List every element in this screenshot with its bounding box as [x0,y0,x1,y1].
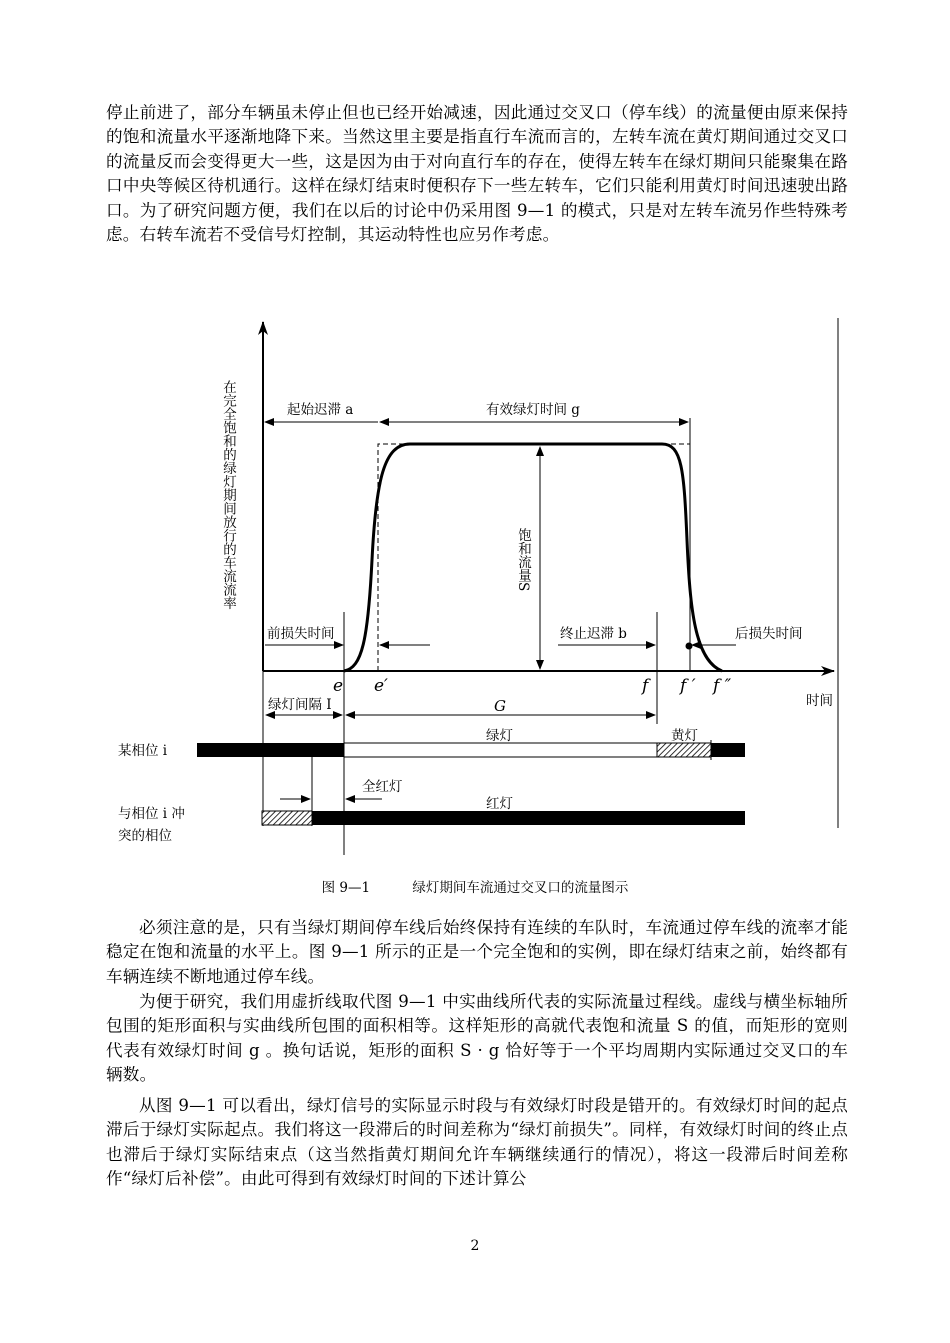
yellow-light-label: 黄灯 [671,728,698,744]
f-prime-dot [686,643,693,650]
y-axis-label: 在完全饱和的绿灯期间放行的车流流率 [220,380,236,610]
red-light-label: 红灯 [486,796,513,812]
phase-i-red-bar-2 [711,743,745,757]
saturation-flow-label: 饱和流量S [515,528,531,592]
point-f-dprime: f ″ [713,676,732,696]
conflict-phase-label-2: 突的相位 [118,828,172,844]
flow-curve [344,444,722,671]
all-red-label: 全红灯 [362,779,403,795]
caption-text: 绿灯期间车流通过交叉口的流量图示 [412,880,629,896]
green-interval-label: 绿灯间隔 I [268,697,332,713]
conflict-phase-label-1: 与相位 i 冲 [118,806,185,822]
green-light-label: 绿灯 [486,728,513,744]
point-f: f [642,676,649,696]
phase-i-label: 某相位 i [118,743,168,759]
rear-loss-label: 后损失时间 [735,626,803,642]
figure-caption [0,876,950,896]
caption-number: 图 9—1 [321,880,371,896]
point-e: e [333,676,344,696]
point-f-prime: f ′ [680,676,696,696]
G-label: G [494,697,506,715]
x-axis-label: 时间 [806,693,833,709]
point-e-prime: e′ [374,676,388,696]
page-number: 2 [470,1238,480,1254]
front-loss-label: 前损失时间 [267,626,335,642]
paragraph-4: 从图 9—1 可以看出，绿灯信号的实际显示时段与有效绿灯时段是错开的。有效绿灯时间的起点滞后于绿灯实际起点。我们将这一段滞后的时间差称为“绿灯前损失”。同样，有效绿灯时间的终止点也滞后于绿灯实际结束点（这当然指黄灯期间允许车辆继续通行的情况），将这一段滞后时间差称作“绿灯后补偿”。由此可得到有效绿灯时间的下述计算公 [106,1096,848,1189]
paragraph-2: 必须注意的是，只有当绿灯期间停车线后始终保持有连续的车队时，车流通过停车线的流率才能稳定在饱和流量的水平上。图 9—1 所示的正是一个完全饱和的实例，即在绿灯结束之前，始终都有车辆连续不断地通过停车线。 [106,918,848,986]
conflict-yellow-bar [262,811,312,825]
paragraph-1: 停止前进了，部分车辆虽未停止但也已经开始减速，因此通过交叉口（停车线）的流量便由原来保持的饱和流量水平逐渐地降下来。当然这里主要是指直行车流而言的，左转车流在黄灯期间通过交叉口的流量反而会变得更大一些，这是因为由于对向直行车的存在，使得左转车在绿灯期间只能聚集在路口中央等候区待机通行。这样在绿灯结束时便积存下一些左转车，它们只能利用黄灯时间迅速驶出路口。为了研究问题方便，我们在以后的讨论中仍采用图 9—1 的模式，只是对左转车流另作些特殊考虑。右转车流若不受信号灯控制，其运动特性也应另作考虑。 [106,103,848,245]
paragraph-3: 为便于研究，我们用虚折线取代图 9—1 中实曲线所代表的实际流量过程线。虚线与横坐标轴所包围的矩形面积与实曲线所包围的面积相等。这样矩形的高就代表饱和流量 S 的值，而矩形的宽则代表有效绿灯时间 g 。换句话说，矩形的面积 S · g 恰好等于一个平均周期内实际通过交叉口的车辆数。 [106,992,848,1085]
conflict-red-bar [312,811,745,825]
end-delay-label: 终止迟滞 b [560,626,627,642]
start-delay-label: 起始迟滞 a [287,402,354,418]
phase-i-yellow-bar [657,743,711,757]
effective-green-rectangle [378,444,690,671]
phase-i-green-bar [344,743,657,757]
phase-i-red-bar [197,743,344,757]
effective-green-label: 有效绿灯时间 g [486,402,580,418]
